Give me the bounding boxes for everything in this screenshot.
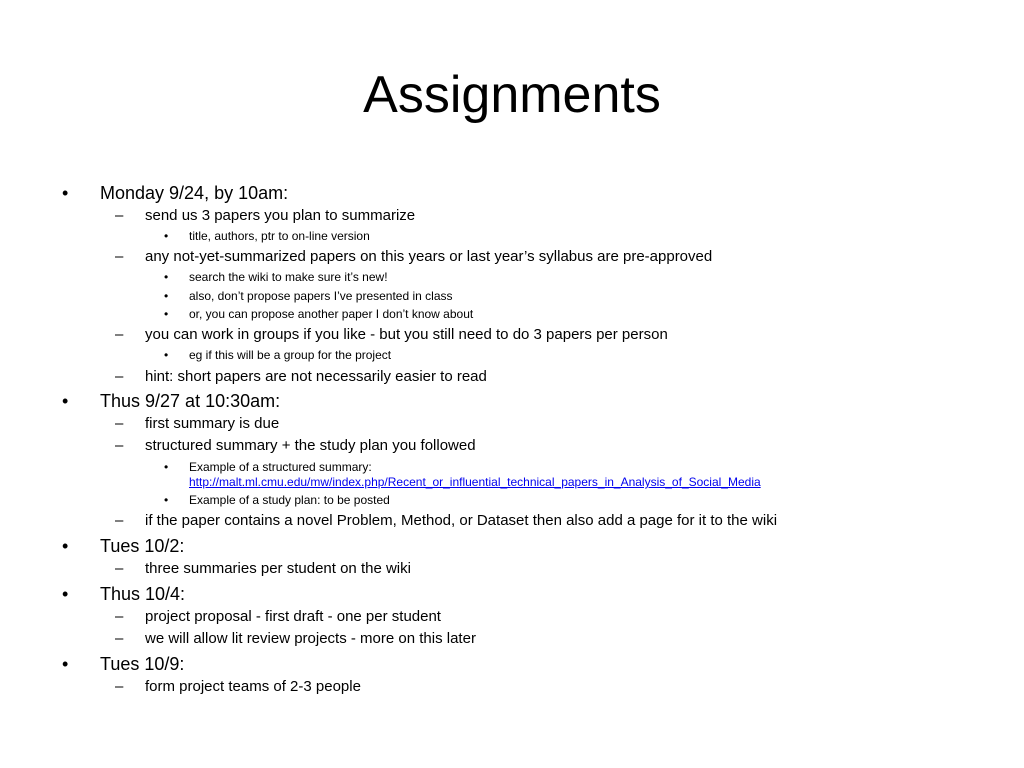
list-item-text: if the paper contains a novel Problem, Method, or Dataset then also add a page for it to the wiki xyxy=(145,512,778,529)
list-item-text: structured summary + the study plan you followed xyxy=(145,437,476,454)
list-item-text: we will allow lit review projects - more on this later xyxy=(145,630,476,647)
list-item-text: Thus 10/4: xyxy=(100,584,186,604)
list-item xyxy=(164,307,474,322)
list-item-text: three summaries per student on the wiki xyxy=(145,560,411,577)
list-item-text: Thus 9/27 at 10:30am: xyxy=(100,391,281,411)
bullet-marker: • xyxy=(62,536,69,556)
list-item xyxy=(62,182,289,204)
list-item xyxy=(164,229,370,244)
list-item-text: you can work in groups if you like - but you still need to do 3 papers per person xyxy=(145,326,668,343)
list-item xyxy=(62,583,186,605)
bullet-marker: – xyxy=(115,560,124,577)
list-item-text: title, authors, ptr to on-line version xyxy=(189,229,370,243)
bullet-marker: – xyxy=(115,368,124,385)
list-item xyxy=(164,493,390,508)
bullet-marker: – xyxy=(115,630,124,647)
list-item-text: send us 3 papers you plan to summarize xyxy=(145,207,416,224)
bullet-marker: – xyxy=(115,512,124,529)
list-item-text: Example of a structured summary: xyxy=(189,460,372,474)
bullet-marker: • xyxy=(164,493,169,507)
list-item-text: hint: short papers are not necessarily easier to read xyxy=(145,368,487,385)
list-item-text: also, don’t propose papers I’ve presented in class xyxy=(189,289,453,303)
list-item xyxy=(115,248,713,266)
list-item-text: Example of a study plan: to be posted xyxy=(189,493,390,507)
bullet-marker: – xyxy=(115,608,124,625)
list-item xyxy=(62,535,185,557)
list-item-text: search the wiki to make sure it’s new! xyxy=(189,270,388,284)
list-item xyxy=(115,512,778,530)
bullet-marker: • xyxy=(164,289,169,303)
list-item xyxy=(62,653,185,675)
bullet-marker: – xyxy=(115,207,124,224)
list-item xyxy=(164,289,453,304)
list-item xyxy=(115,207,416,225)
bullet-marker: • xyxy=(164,229,169,243)
list-item xyxy=(115,437,476,455)
list-item xyxy=(115,326,668,344)
list-item-text: or, you can propose another paper I don’t know about xyxy=(189,307,474,321)
bullet-marker: • xyxy=(62,584,69,604)
bullet-marker: • xyxy=(164,307,169,321)
list-item-text: Tues 10/9: xyxy=(100,654,185,674)
list-item xyxy=(115,630,476,648)
list-item-text: Monday 9/24, by 10am: xyxy=(100,183,289,203)
bullet-marker: – xyxy=(115,678,124,695)
list-item-text: project proposal - first draft - one per student xyxy=(145,608,441,625)
list-item xyxy=(62,390,281,412)
bullet-marker: • xyxy=(164,348,169,362)
bullet-marker: • xyxy=(164,460,169,474)
list-item xyxy=(164,270,388,285)
bullet-marker: – xyxy=(115,326,124,343)
bullet-marker: – xyxy=(115,437,124,454)
list-item xyxy=(115,678,361,696)
list-item-text: Tues 10/2: xyxy=(100,536,185,556)
list-item-text: eg if this will be a group for the project xyxy=(189,348,392,362)
slide-title: Assignments xyxy=(363,66,661,124)
list-item-text: form project teams of 2-3 people xyxy=(145,678,361,695)
list-item-text: first summary is due xyxy=(145,415,280,432)
list-item xyxy=(164,460,761,490)
list-item-text: any not-yet-summarized papers on this years or last year’s syllabus are pre-approved xyxy=(145,248,713,265)
list-item xyxy=(115,608,441,626)
bullet-marker: • xyxy=(62,183,69,203)
bullet-marker: – xyxy=(115,248,124,265)
bullet-marker: • xyxy=(62,654,69,674)
list-item xyxy=(115,415,280,433)
wiki-link[interactable]: http://malt.ml.cmu.edu/mw/index.php/Recent_or_influential_technical_papers_in_Analysis_of_Social_Media xyxy=(189,475,761,489)
list-item xyxy=(115,368,487,386)
list-item xyxy=(115,560,411,578)
bullet-marker: • xyxy=(62,391,69,411)
list-item xyxy=(164,348,392,363)
bullet-marker: • xyxy=(164,270,169,284)
bullet-marker: – xyxy=(115,415,124,432)
